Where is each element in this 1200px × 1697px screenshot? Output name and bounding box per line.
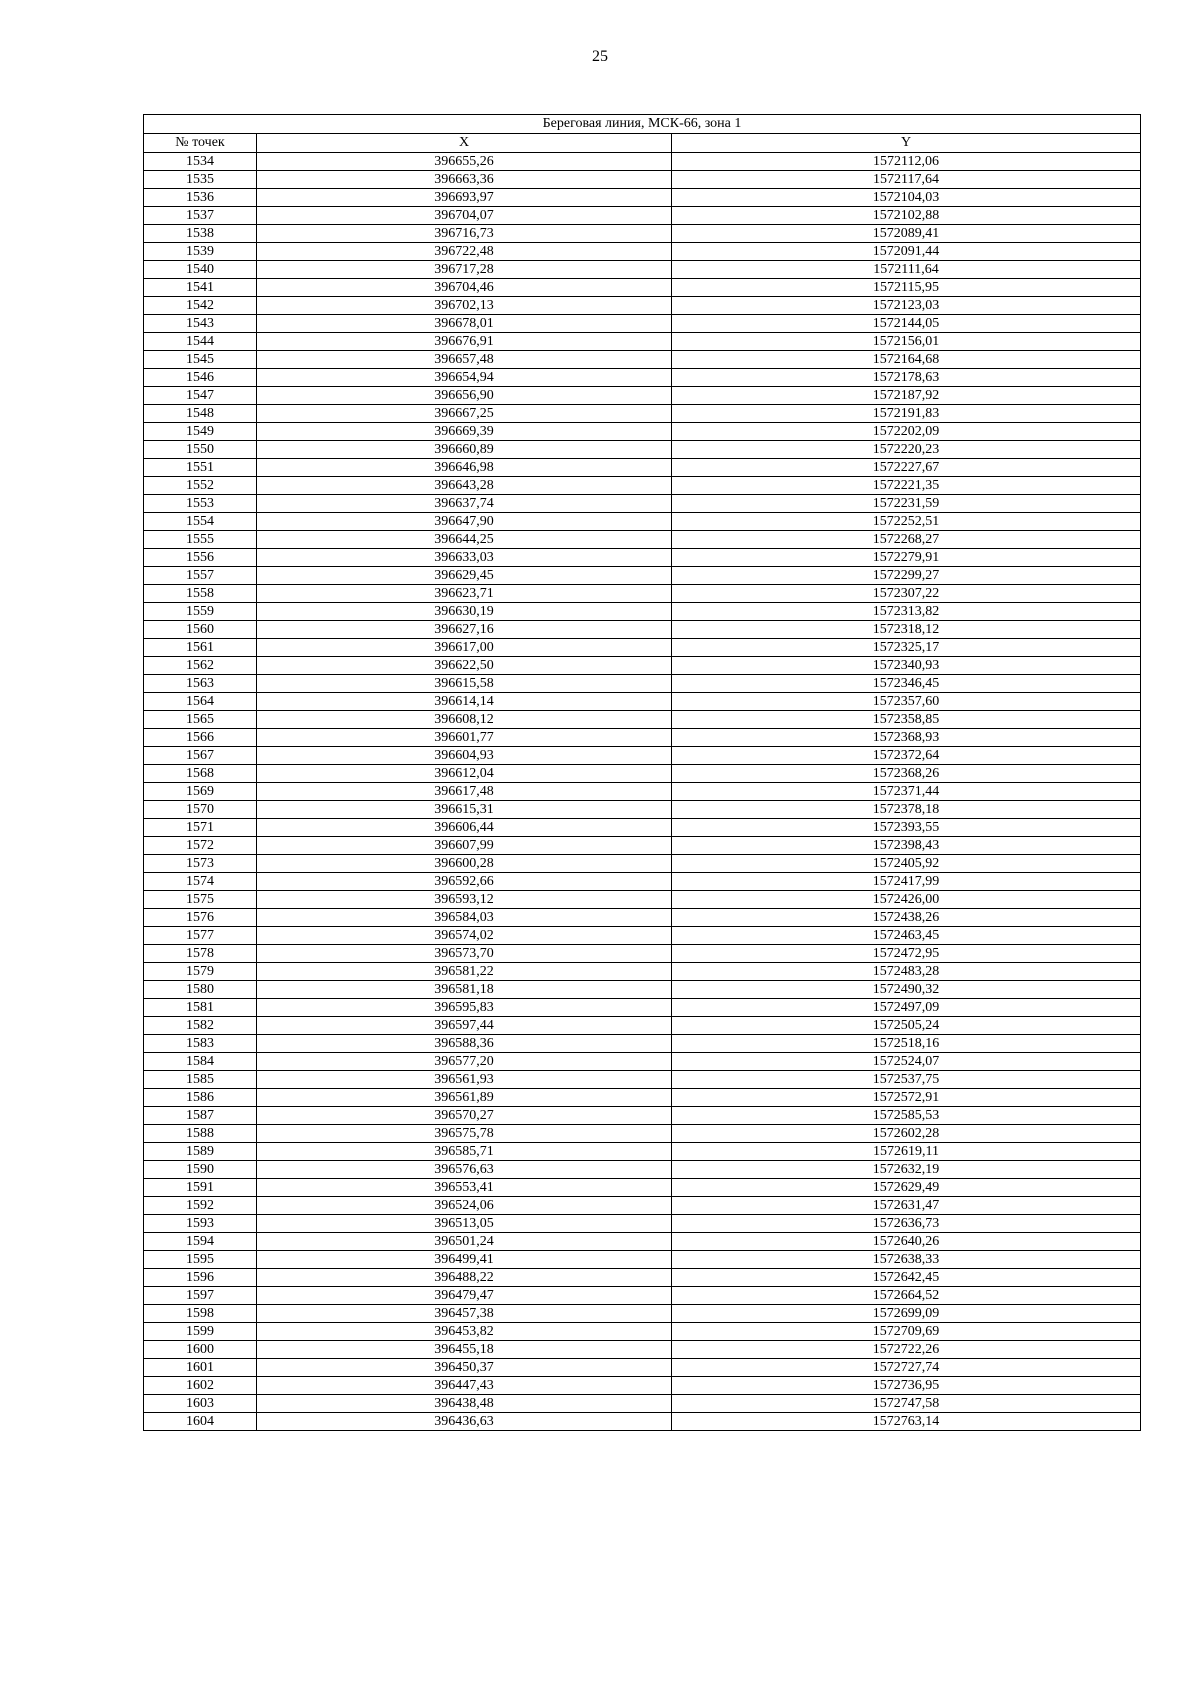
y-coordinate-cell: 1572111,64 bbox=[672, 261, 1141, 279]
y-coordinate-cell: 1572358,85 bbox=[672, 711, 1141, 729]
y-coordinate-cell: 1572472,95 bbox=[672, 945, 1141, 963]
point-number-cell: 1572 bbox=[144, 837, 257, 855]
point-number-cell: 1594 bbox=[144, 1233, 257, 1251]
y-coordinate-cell: 1572268,27 bbox=[672, 531, 1141, 549]
table-row bbox=[144, 1287, 1141, 1305]
y-coordinate-cell: 1572393,55 bbox=[672, 819, 1141, 837]
table-row bbox=[144, 153, 1141, 171]
x-coordinate-cell: 396575,78 bbox=[257, 1125, 672, 1143]
y-coordinate-cell: 1572227,67 bbox=[672, 459, 1141, 477]
point-number-cell: 1601 bbox=[144, 1359, 257, 1377]
point-number-cell: 1595 bbox=[144, 1251, 257, 1269]
point-number-cell: 1545 bbox=[144, 351, 257, 369]
x-coordinate-cell: 396597,44 bbox=[257, 1017, 672, 1035]
y-coordinate-cell: 1572178,63 bbox=[672, 369, 1141, 387]
x-coordinate-cell: 396576,63 bbox=[257, 1161, 672, 1179]
y-coordinate-cell: 1572307,22 bbox=[672, 585, 1141, 603]
point-number-cell: 1560 bbox=[144, 621, 257, 639]
x-coordinate-cell: 396623,71 bbox=[257, 585, 672, 603]
x-coordinate-cell: 396617,48 bbox=[257, 783, 672, 801]
x-coordinate-cell: 396656,90 bbox=[257, 387, 672, 405]
table-row bbox=[144, 333, 1141, 351]
y-coordinate-cell: 1572091,44 bbox=[672, 243, 1141, 261]
point-number-cell: 1567 bbox=[144, 747, 257, 765]
y-coordinate-cell: 1572490,32 bbox=[672, 981, 1141, 999]
y-coordinate-cell: 1572313,82 bbox=[672, 603, 1141, 621]
x-coordinate-cell: 396457,38 bbox=[257, 1305, 672, 1323]
table-row bbox=[144, 963, 1141, 981]
point-number-cell: 1536 bbox=[144, 189, 257, 207]
y-coordinate-cell: 1572497,09 bbox=[672, 999, 1141, 1017]
point-number-cell: 1568 bbox=[144, 765, 257, 783]
table-row bbox=[144, 585, 1141, 603]
y-coordinate-cell: 1572664,52 bbox=[672, 1287, 1141, 1305]
x-coordinate-cell: 396617,00 bbox=[257, 639, 672, 657]
point-number-cell: 1561 bbox=[144, 639, 257, 657]
table-row bbox=[144, 783, 1141, 801]
table-row bbox=[144, 747, 1141, 765]
x-coordinate-cell: 396581,18 bbox=[257, 981, 672, 999]
x-coordinate-cell: 396702,13 bbox=[257, 297, 672, 315]
point-number-cell: 1535 bbox=[144, 171, 257, 189]
x-coordinate-cell: 396595,83 bbox=[257, 999, 672, 1017]
y-coordinate-cell: 1572089,41 bbox=[672, 225, 1141, 243]
x-coordinate-cell: 396647,90 bbox=[257, 513, 672, 531]
point-number-cell: 1583 bbox=[144, 1035, 257, 1053]
point-number-cell: 1537 bbox=[144, 207, 257, 225]
y-coordinate-cell: 1572123,03 bbox=[672, 297, 1141, 315]
point-number-cell: 1598 bbox=[144, 1305, 257, 1323]
table-row bbox=[144, 567, 1141, 585]
x-coordinate-cell: 396663,36 bbox=[257, 171, 672, 189]
x-coordinate-cell: 396438,48 bbox=[257, 1395, 672, 1413]
x-coordinate-cell: 396717,28 bbox=[257, 261, 672, 279]
point-number-cell: 1551 bbox=[144, 459, 257, 477]
y-coordinate-cell: 1572398,43 bbox=[672, 837, 1141, 855]
table-row bbox=[144, 909, 1141, 927]
x-coordinate-cell: 396704,46 bbox=[257, 279, 672, 297]
point-number-cell: 1542 bbox=[144, 297, 257, 315]
y-coordinate-cell: 1572602,28 bbox=[672, 1125, 1141, 1143]
y-coordinate-cell: 1572357,60 bbox=[672, 693, 1141, 711]
table-row bbox=[144, 423, 1141, 441]
point-number-cell: 1540 bbox=[144, 261, 257, 279]
x-coordinate-cell: 396704,07 bbox=[257, 207, 672, 225]
point-number-cell: 1600 bbox=[144, 1341, 257, 1359]
x-coordinate-cell: 396622,50 bbox=[257, 657, 672, 675]
x-coordinate-cell: 396606,44 bbox=[257, 819, 672, 837]
x-coordinate-cell: 396499,41 bbox=[257, 1251, 672, 1269]
x-coordinate-cell: 396585,71 bbox=[257, 1143, 672, 1161]
y-coordinate-cell: 1572640,26 bbox=[672, 1233, 1141, 1251]
table-row bbox=[144, 405, 1141, 423]
x-coordinate-cell: 396553,41 bbox=[257, 1179, 672, 1197]
y-coordinate-cell: 1572156,01 bbox=[672, 333, 1141, 351]
y-coordinate-cell: 1572144,05 bbox=[672, 315, 1141, 333]
point-number-cell: 1557 bbox=[144, 567, 257, 585]
table-row bbox=[144, 1269, 1141, 1287]
y-coordinate-cell: 1572318,12 bbox=[672, 621, 1141, 639]
x-coordinate-cell: 396581,22 bbox=[257, 963, 672, 981]
y-coordinate-cell: 1572164,68 bbox=[672, 351, 1141, 369]
point-number-cell: 1543 bbox=[144, 315, 257, 333]
x-coordinate-cell: 396643,28 bbox=[257, 477, 672, 495]
point-number-cell: 1579 bbox=[144, 963, 257, 981]
table-row bbox=[144, 639, 1141, 657]
point-number-cell: 1550 bbox=[144, 441, 257, 459]
x-coordinate-cell: 396608,12 bbox=[257, 711, 672, 729]
point-number-cell: 1573 bbox=[144, 855, 257, 873]
x-coordinate-cell: 396593,12 bbox=[257, 891, 672, 909]
table-row bbox=[144, 927, 1141, 945]
x-coordinate-cell: 396630,19 bbox=[257, 603, 672, 621]
point-number-cell: 1591 bbox=[144, 1179, 257, 1197]
y-coordinate-cell: 1572102,88 bbox=[672, 207, 1141, 225]
point-number-cell: 1576 bbox=[144, 909, 257, 927]
x-coordinate-cell: 396667,25 bbox=[257, 405, 672, 423]
point-number-cell: 1578 bbox=[144, 945, 257, 963]
point-number-cell: 1552 bbox=[144, 477, 257, 495]
y-coordinate-cell: 1572117,64 bbox=[672, 171, 1141, 189]
table-row bbox=[144, 1341, 1141, 1359]
table-title: Береговая линия, МСК-66, зона 1 bbox=[144, 115, 1141, 134]
point-number-cell: 1577 bbox=[144, 927, 257, 945]
y-coordinate-cell: 1572299,27 bbox=[672, 567, 1141, 585]
point-number-cell: 1604 bbox=[144, 1413, 257, 1431]
y-coordinate-cell: 1572372,64 bbox=[672, 747, 1141, 765]
point-number-cell: 1602 bbox=[144, 1377, 257, 1395]
y-coordinate-cell: 1572104,03 bbox=[672, 189, 1141, 207]
column-header-x: X bbox=[257, 134, 672, 153]
x-coordinate-cell: 396716,73 bbox=[257, 225, 672, 243]
x-coordinate-cell: 396669,39 bbox=[257, 423, 672, 441]
x-coordinate-cell: 396592,66 bbox=[257, 873, 672, 891]
y-coordinate-cell: 1572187,92 bbox=[672, 387, 1141, 405]
table-row bbox=[144, 1161, 1141, 1179]
point-number-cell: 1565 bbox=[144, 711, 257, 729]
table-title-row bbox=[144, 115, 1141, 134]
table-row bbox=[144, 891, 1141, 909]
y-coordinate-cell: 1572629,49 bbox=[672, 1179, 1141, 1197]
table-row bbox=[144, 1215, 1141, 1233]
point-number-cell: 1539 bbox=[144, 243, 257, 261]
table-row bbox=[144, 873, 1141, 891]
page-number: 25 bbox=[592, 48, 608, 65]
table-row bbox=[144, 207, 1141, 225]
table-row bbox=[144, 351, 1141, 369]
table-row bbox=[144, 1017, 1141, 1035]
point-number-cell: 1581 bbox=[144, 999, 257, 1017]
table-header-row bbox=[144, 134, 1141, 153]
point-number-cell: 1571 bbox=[144, 819, 257, 837]
point-number-cell: 1548 bbox=[144, 405, 257, 423]
table-row bbox=[144, 189, 1141, 207]
point-number-cell: 1574 bbox=[144, 873, 257, 891]
table-row bbox=[144, 1413, 1141, 1431]
table-row bbox=[144, 1395, 1141, 1413]
table-row bbox=[144, 243, 1141, 261]
table-row bbox=[144, 999, 1141, 1017]
x-coordinate-cell: 396453,82 bbox=[257, 1323, 672, 1341]
x-coordinate-cell: 396654,94 bbox=[257, 369, 672, 387]
table-row bbox=[144, 711, 1141, 729]
table-row bbox=[144, 315, 1141, 333]
table-row bbox=[144, 387, 1141, 405]
x-coordinate-cell: 396573,70 bbox=[257, 945, 672, 963]
x-coordinate-cell: 396615,31 bbox=[257, 801, 672, 819]
table-row bbox=[144, 459, 1141, 477]
point-number-cell: 1586 bbox=[144, 1089, 257, 1107]
y-coordinate-cell: 1572340,93 bbox=[672, 657, 1141, 675]
table-row bbox=[144, 945, 1141, 963]
column-header-point: № точек bbox=[144, 134, 257, 153]
point-number-cell: 1575 bbox=[144, 891, 257, 909]
x-coordinate-cell: 396450,37 bbox=[257, 1359, 672, 1377]
x-coordinate-cell: 396693,97 bbox=[257, 189, 672, 207]
table-row bbox=[144, 1233, 1141, 1251]
y-coordinate-cell: 1572483,28 bbox=[672, 963, 1141, 981]
x-coordinate-cell: 396436,63 bbox=[257, 1413, 672, 1431]
y-coordinate-cell: 1572325,17 bbox=[672, 639, 1141, 657]
point-number-cell: 1556 bbox=[144, 549, 257, 567]
table-row bbox=[144, 1251, 1141, 1269]
point-number-cell: 1564 bbox=[144, 693, 257, 711]
y-coordinate-cell: 1572368,26 bbox=[672, 765, 1141, 783]
point-number-cell: 1558 bbox=[144, 585, 257, 603]
x-coordinate-cell: 396722,48 bbox=[257, 243, 672, 261]
x-coordinate-cell: 396501,24 bbox=[257, 1233, 672, 1251]
table-row bbox=[144, 603, 1141, 621]
y-coordinate-cell: 1572638,33 bbox=[672, 1251, 1141, 1269]
table-row bbox=[144, 1359, 1141, 1377]
x-coordinate-cell: 396633,03 bbox=[257, 549, 672, 567]
x-coordinate-cell: 396637,74 bbox=[257, 495, 672, 513]
point-number-cell: 1541 bbox=[144, 279, 257, 297]
point-number-cell: 1597 bbox=[144, 1287, 257, 1305]
x-coordinate-cell: 396524,06 bbox=[257, 1197, 672, 1215]
coordinates-table bbox=[143, 114, 1141, 1431]
x-coordinate-cell: 396577,20 bbox=[257, 1053, 672, 1071]
table-row bbox=[144, 855, 1141, 873]
table-row bbox=[144, 819, 1141, 837]
y-coordinate-cell: 1572417,99 bbox=[672, 873, 1141, 891]
table-row bbox=[144, 1035, 1141, 1053]
table-row bbox=[144, 441, 1141, 459]
y-coordinate-cell: 1572727,74 bbox=[672, 1359, 1141, 1377]
y-coordinate-cell: 1572747,58 bbox=[672, 1395, 1141, 1413]
point-number-cell: 1603 bbox=[144, 1395, 257, 1413]
y-coordinate-cell: 1572221,35 bbox=[672, 477, 1141, 495]
table-row bbox=[144, 1179, 1141, 1197]
x-coordinate-cell: 396447,43 bbox=[257, 1377, 672, 1395]
y-coordinate-cell: 1572438,26 bbox=[672, 909, 1141, 927]
y-coordinate-cell: 1572378,18 bbox=[672, 801, 1141, 819]
x-coordinate-cell: 396629,45 bbox=[257, 567, 672, 585]
x-coordinate-cell: 396588,36 bbox=[257, 1035, 672, 1053]
x-coordinate-cell: 396479,47 bbox=[257, 1287, 672, 1305]
point-number-cell: 1553 bbox=[144, 495, 257, 513]
x-coordinate-cell: 396614,14 bbox=[257, 693, 672, 711]
x-coordinate-cell: 396646,98 bbox=[257, 459, 672, 477]
y-coordinate-cell: 1572537,75 bbox=[672, 1071, 1141, 1089]
y-coordinate-cell: 1572632,19 bbox=[672, 1161, 1141, 1179]
table-row bbox=[144, 261, 1141, 279]
table-row bbox=[144, 1107, 1141, 1125]
table-row bbox=[144, 531, 1141, 549]
point-number-cell: 1587 bbox=[144, 1107, 257, 1125]
table-row bbox=[144, 1125, 1141, 1143]
table-row bbox=[144, 1377, 1141, 1395]
table-row bbox=[144, 801, 1141, 819]
y-coordinate-cell: 1572572,91 bbox=[672, 1089, 1141, 1107]
x-coordinate-cell: 396607,99 bbox=[257, 837, 672, 855]
table-row bbox=[144, 171, 1141, 189]
x-coordinate-cell: 396561,89 bbox=[257, 1089, 672, 1107]
point-number-cell: 1589 bbox=[144, 1143, 257, 1161]
column-header-y: Y bbox=[672, 134, 1141, 153]
table-row bbox=[144, 765, 1141, 783]
table-row bbox=[144, 297, 1141, 315]
y-coordinate-cell: 1572191,83 bbox=[672, 405, 1141, 423]
table-row bbox=[144, 837, 1141, 855]
point-number-cell: 1585 bbox=[144, 1071, 257, 1089]
point-number-cell: 1559 bbox=[144, 603, 257, 621]
point-number-cell: 1546 bbox=[144, 369, 257, 387]
x-coordinate-cell: 396584,03 bbox=[257, 909, 672, 927]
y-coordinate-cell: 1572736,95 bbox=[672, 1377, 1141, 1395]
point-number-cell: 1570 bbox=[144, 801, 257, 819]
x-coordinate-cell: 396600,28 bbox=[257, 855, 672, 873]
point-number-cell: 1599 bbox=[144, 1323, 257, 1341]
x-coordinate-cell: 396615,58 bbox=[257, 675, 672, 693]
y-coordinate-cell: 1572709,69 bbox=[672, 1323, 1141, 1341]
table-row bbox=[144, 1305, 1141, 1323]
y-coordinate-cell: 1572505,24 bbox=[672, 1017, 1141, 1035]
y-coordinate-cell: 1572642,45 bbox=[672, 1269, 1141, 1287]
point-number-cell: 1569 bbox=[144, 783, 257, 801]
table-row bbox=[144, 1143, 1141, 1161]
table-row bbox=[144, 1053, 1141, 1071]
y-coordinate-cell: 1572763,14 bbox=[672, 1413, 1141, 1431]
table-row bbox=[144, 279, 1141, 297]
y-coordinate-cell: 1572371,44 bbox=[672, 783, 1141, 801]
y-coordinate-cell: 1572405,92 bbox=[672, 855, 1141, 873]
x-coordinate-cell: 396574,02 bbox=[257, 927, 672, 945]
x-coordinate-cell: 396627,16 bbox=[257, 621, 672, 639]
point-number-cell: 1549 bbox=[144, 423, 257, 441]
y-coordinate-cell: 1572631,47 bbox=[672, 1197, 1141, 1215]
point-number-cell: 1588 bbox=[144, 1125, 257, 1143]
x-coordinate-cell: 396561,93 bbox=[257, 1071, 672, 1089]
table-row bbox=[144, 495, 1141, 513]
point-number-cell: 1582 bbox=[144, 1017, 257, 1035]
table-row bbox=[144, 513, 1141, 531]
table-row bbox=[144, 1089, 1141, 1107]
y-coordinate-cell: 1572585,53 bbox=[672, 1107, 1141, 1125]
table-row bbox=[144, 675, 1141, 693]
point-number-cell: 1534 bbox=[144, 153, 257, 171]
point-number-cell: 1562 bbox=[144, 657, 257, 675]
y-coordinate-cell: 1572722,26 bbox=[672, 1341, 1141, 1359]
y-coordinate-cell: 1572518,16 bbox=[672, 1035, 1141, 1053]
point-number-cell: 1554 bbox=[144, 513, 257, 531]
x-coordinate-cell: 396660,89 bbox=[257, 441, 672, 459]
x-coordinate-cell: 396676,91 bbox=[257, 333, 672, 351]
x-coordinate-cell: 396612,04 bbox=[257, 765, 672, 783]
x-coordinate-cell: 396678,01 bbox=[257, 315, 672, 333]
table-row bbox=[144, 693, 1141, 711]
table-row bbox=[144, 657, 1141, 675]
table-row bbox=[144, 1071, 1141, 1089]
point-number-cell: 1590 bbox=[144, 1161, 257, 1179]
point-number-cell: 1538 bbox=[144, 225, 257, 243]
table-body bbox=[144, 153, 1141, 1431]
y-coordinate-cell: 1572346,45 bbox=[672, 675, 1141, 693]
y-coordinate-cell: 1572220,23 bbox=[672, 441, 1141, 459]
x-coordinate-cell: 396657,48 bbox=[257, 351, 672, 369]
y-coordinate-cell: 1572619,11 bbox=[672, 1143, 1141, 1161]
point-number-cell: 1544 bbox=[144, 333, 257, 351]
y-coordinate-cell: 1572426,00 bbox=[672, 891, 1141, 909]
table-row bbox=[144, 477, 1141, 495]
table-row bbox=[144, 1197, 1141, 1215]
table-row bbox=[144, 369, 1141, 387]
y-coordinate-cell: 1572463,45 bbox=[672, 927, 1141, 945]
point-number-cell: 1563 bbox=[144, 675, 257, 693]
table-row bbox=[144, 729, 1141, 747]
x-coordinate-cell: 396604,93 bbox=[257, 747, 672, 765]
point-number-cell: 1596 bbox=[144, 1269, 257, 1287]
y-coordinate-cell: 1572202,09 bbox=[672, 423, 1141, 441]
x-coordinate-cell: 396655,26 bbox=[257, 153, 672, 171]
table-row bbox=[144, 981, 1141, 999]
x-coordinate-cell: 396455,18 bbox=[257, 1341, 672, 1359]
y-coordinate-cell: 1572636,73 bbox=[672, 1215, 1141, 1233]
y-coordinate-cell: 1572115,95 bbox=[672, 279, 1141, 297]
x-coordinate-cell: 396570,27 bbox=[257, 1107, 672, 1125]
x-coordinate-cell: 396601,77 bbox=[257, 729, 672, 747]
point-number-cell: 1547 bbox=[144, 387, 257, 405]
point-number-cell: 1566 bbox=[144, 729, 257, 747]
x-coordinate-cell: 396513,05 bbox=[257, 1215, 672, 1233]
x-coordinate-cell: 396488,22 bbox=[257, 1269, 672, 1287]
point-number-cell: 1580 bbox=[144, 981, 257, 999]
table-row bbox=[144, 225, 1141, 243]
y-coordinate-cell: 1572368,93 bbox=[672, 729, 1141, 747]
table-row bbox=[144, 549, 1141, 567]
table-row bbox=[144, 1323, 1141, 1341]
point-number-cell: 1593 bbox=[144, 1215, 257, 1233]
y-coordinate-cell: 1572231,59 bbox=[672, 495, 1141, 513]
y-coordinate-cell: 1572699,09 bbox=[672, 1305, 1141, 1323]
x-coordinate-cell: 396644,25 bbox=[257, 531, 672, 549]
point-number-cell: 1592 bbox=[144, 1197, 257, 1215]
point-number-cell: 1584 bbox=[144, 1053, 257, 1071]
y-coordinate-cell: 1572252,51 bbox=[672, 513, 1141, 531]
point-number-cell: 1555 bbox=[144, 531, 257, 549]
y-coordinate-cell: 1572279,91 bbox=[672, 549, 1141, 567]
y-coordinate-cell: 1572524,07 bbox=[672, 1053, 1141, 1071]
y-coordinate-cell: 1572112,06 bbox=[672, 153, 1141, 171]
table-row bbox=[144, 621, 1141, 639]
